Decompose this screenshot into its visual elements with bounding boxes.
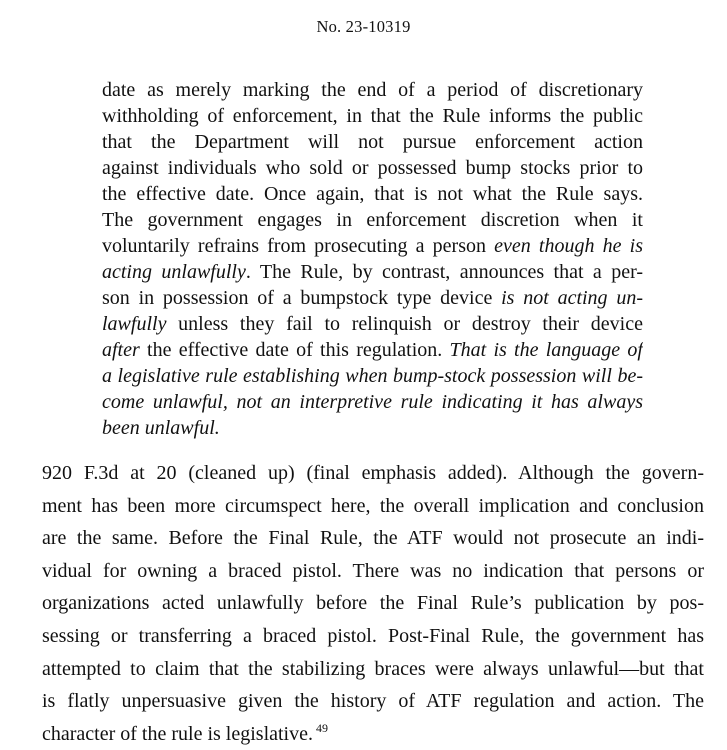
quote-emphasis: acting unlawfully	[102, 261, 246, 283]
quote-emphasis: lawfully	[102, 313, 167, 335]
body-line-text: sessing or transferring a braced pistol. Post-Final Rule, the government has	[42, 624, 704, 647]
body-line-text: 920 F.3d at 20 (cleaned up) (final emphasis added). Although the govern-	[42, 462, 704, 484]
quote-line	[102, 77, 643, 103]
quote-line	[102, 337, 643, 363]
body-line	[42, 653, 704, 686]
quote-emphasis: a legislative rule establishing when bump-stock possession will be-	[102, 365, 643, 387]
body-line	[42, 718, 704, 750]
quote-text: against individuals who sold or possessed bump stocks prior to	[102, 157, 643, 179]
quote-emphasis: That is the language of	[449, 339, 643, 361]
quote-line	[102, 207, 643, 233]
quote-line	[102, 155, 643, 181]
quote-emphasis: come unlawful, not an interpretive rule indicating it has always	[102, 391, 643, 413]
quote-line	[102, 259, 643, 285]
quote-emphasis: after	[102, 339, 140, 361]
quote-emphasis: is not acting un-	[501, 287, 643, 309]
footnote-reference[interactable]: 49	[316, 721, 328, 736]
quote-line	[102, 181, 643, 207]
quote-text: The government engages in enforcement discretion when it	[102, 209, 643, 231]
quote-line	[102, 233, 643, 259]
body-line-text: organizations acted unlawfully before the Final Rule’s publication by pos-	[42, 592, 704, 615]
quote-line	[102, 389, 643, 415]
quote-line	[102, 311, 643, 337]
quote-text: the effective date of this regulation.	[139, 339, 450, 361]
quote-emphasis: been unlawful.	[102, 417, 220, 439]
body-line-text: ment has been more circumspect here, the overall implication and conclusion	[42, 494, 704, 517]
body-line	[42, 490, 704, 523]
quote-text: date as merely marking the end of a period of discretionary	[102, 79, 643, 101]
quote-emphasis: even though he is	[494, 235, 643, 257]
quote-text: withholding of enforcement, in that the Rule informs the public	[102, 105, 643, 127]
body-line	[42, 620, 704, 653]
quote-line	[102, 415, 643, 441]
quote-line	[102, 285, 643, 311]
quote-text: unless they fail to relinquish or destroy their device	[166, 313, 643, 335]
quote-line	[102, 103, 643, 129]
quote-line	[102, 363, 643, 389]
quote-text: the effective date. Once again, that is not what the Rule says.	[102, 183, 643, 205]
body-line	[42, 685, 704, 718]
quote-line	[102, 129, 643, 155]
quote-text: . The Rule, by contrast, announces that a per-	[245, 261, 643, 283]
case-number-header: No. 23-10319	[316, 17, 411, 36]
quote-text: voluntarily refrains from prosecuting a person	[102, 235, 495, 257]
body-line-text: is flatly unpersuasive given the history of ATF regulation and action. The	[42, 690, 704, 713]
body-paragraph	[42, 457, 704, 750]
body-line-text: attempted to claim that the stabilizing braces were always unlawful—but that	[42, 657, 704, 680]
quote-text: that the Department will not pursue enforcement action	[102, 131, 643, 153]
quote-text: son in possession of a bumpstock type device	[102, 287, 502, 309]
body-line-text: character of the rule is legislative.	[42, 722, 313, 745]
block-quote	[102, 77, 643, 441]
body-line	[42, 522, 704, 555]
body-line-text: vidual for owning a braced pistol. There was no indication that persons or	[42, 559, 704, 582]
body-line	[42, 555, 704, 588]
body-line	[42, 587, 704, 620]
body-line-text: are the same. Before the Final Rule, the ATF would not prosecute an indi-	[42, 527, 704, 550]
body-line	[42, 457, 704, 490]
